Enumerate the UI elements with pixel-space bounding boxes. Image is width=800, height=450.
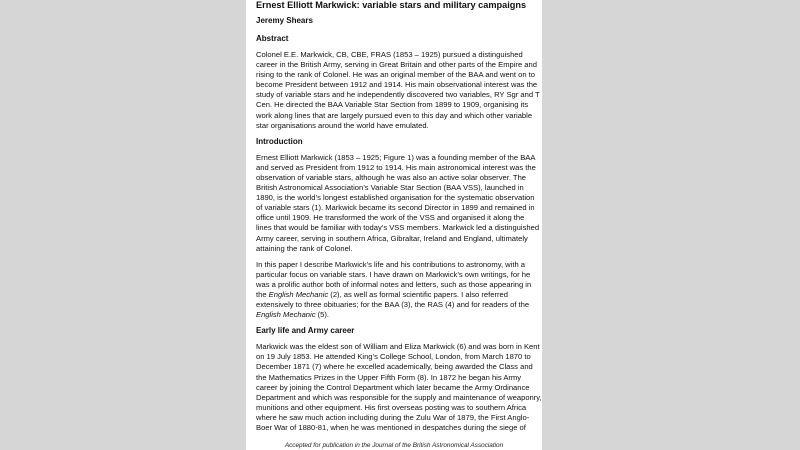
text-line: study of variable stars and he independently discovered two variables, RY Sgr and T [256, 90, 540, 100]
text-line: 1890, is the world’s longest established organisation for the systematic observation [256, 193, 535, 203]
text-line: become President between 1912 and 1914. His main observational interest was the [256, 80, 538, 90]
text-line: rising to the rank of Colonel. He was an original member of the BAA and went on to [256, 70, 536, 80]
text-line: British Astronomical Association’s Variable Star Section (BAA VSS), launched in [256, 183, 524, 193]
text-line: career in the British Army, serving in Great Britain and other parts of the Empire and [256, 60, 537, 70]
text-line: office until 1909. He transformed the work of the VSS and organised it along the [256, 213, 525, 223]
text-line: particular focus on variable stars. I have drawn on Markwick’s own writings, for he [256, 269, 531, 279]
text-line: munitions and other equipment. His first overseas posting was to southern Africa [256, 402, 527, 412]
text-line: Colonel E.E. Markwick, CB, CBE, FRAS (1853 – 1925) pursued a distinguished [256, 50, 523, 59]
text-line: star organisations around the world have emulated. [256, 120, 429, 130]
paper-author: Jeremy Shears [256, 16, 313, 25]
text-line: attaining the rank of Colonel. [256, 243, 353, 253]
text-line: Markwick was the eldest son of William and Eliza Markwick (6) and was born in Kent [256, 342, 540, 352]
text-line: the English Mechanic (2), as well as formal scientific papers. I also referred [256, 289, 508, 299]
text-line: and served as President from 1912 to 1914. His main astronomical interest was the [256, 162, 536, 172]
publication-footer: Accepted for publication in the Journal of the British Astronomical Association [284, 442, 504, 449]
text-line: where he saw much action including during the Zulu War of 1879, the First Anglo- [256, 412, 530, 422]
paper-title: Ernest Elliott Markwick: variable stars and military campaigns [256, 0, 527, 10]
text-line: December 1871 (7) where he excelled academically, being awarded the Class and [256, 362, 533, 372]
text-line: Boer War of 1880-81, when he was mentioned in despatches during the siege of [256, 423, 526, 432]
paragraph [256, 260, 542, 321]
text-line: extensively to three obituaries; for the BAA (3), the RAS (4) and for readers of the [256, 300, 530, 310]
text-line: observation of variable stars, although he was also an active solar observer. The [256, 172, 527, 182]
text-line: of variable stars (1). Markwick became its second Director in 1899 and remained in [256, 203, 535, 213]
paragraph [256, 342, 542, 433]
text-line: English Mechanic (5). [256, 310, 330, 320]
text-line: work along lines that are largely pursued even to this day and which other variable [256, 110, 533, 120]
text-line: Ernest Elliott Markwick (1853 – 1925; Figure 1) was a founding member of the BAA [256, 152, 536, 162]
text-line: Cen. He directed the BAA Variable Star Section from 1899 to 1909, organising its [256, 100, 529, 110]
text-line: Army career, serving in southern Africa, Gibraltar, Ireland and England, ultimately [256, 233, 528, 243]
paragraph [256, 153, 542, 254]
text-line: was a prolific author both of informal notes and letters, such as those appearing in [256, 279, 532, 289]
text-line: career by joining the Control Department which later became the Army Ordinance [256, 382, 530, 392]
section-heading: Abstract [256, 34, 289, 43]
text-line: Department and which was responsible for the supply and maintenance of weaponry, [256, 392, 542, 402]
paper-sections [256, 34, 542, 433]
document-page [246, 0, 542, 450]
paper-body [256, 0, 542, 439]
section-heading: Introduction [256, 136, 303, 146]
text-line: on 19 July 1853. He attended King’s College School, London, from March 1870 to [256, 352, 531, 362]
section-heading: Early life and Army career [256, 326, 355, 336]
paragraph [256, 50, 542, 131]
text-line: In this paper I describe Markwick’s life and his contributions to astronomy, with a [256, 259, 525, 269]
text-line: the Mathematics Prizes in the Upper Fifth Form (8). In 1872 he began his Army [256, 372, 522, 382]
text-line: lines that would be familiar with today’s VSS members. Markwick led a distinguished [256, 223, 540, 233]
